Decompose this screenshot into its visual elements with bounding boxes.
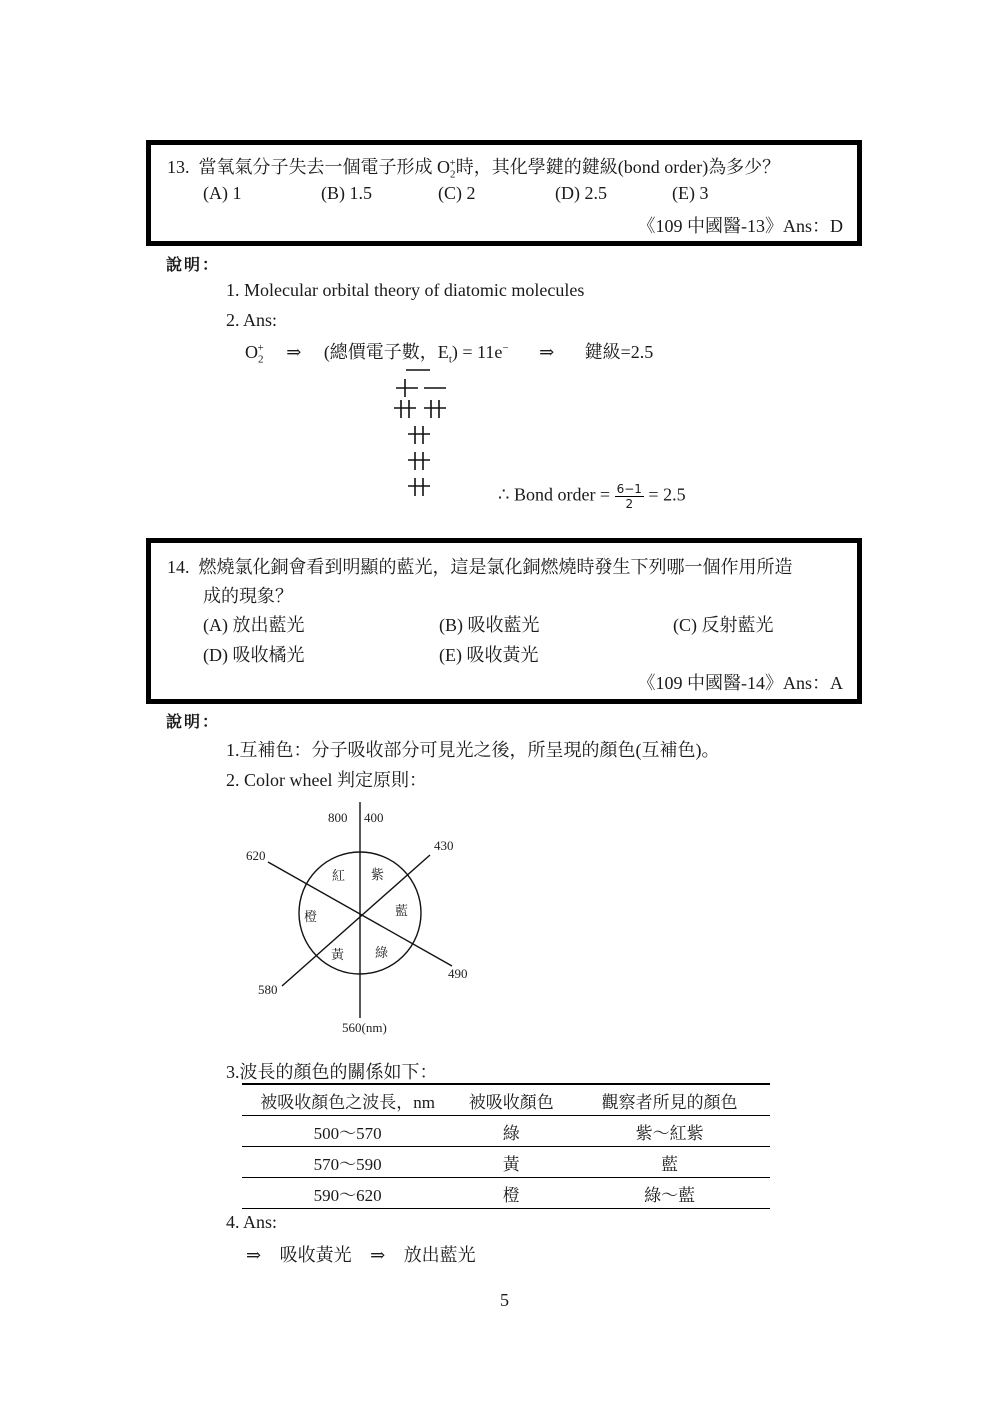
color-label: 藍 bbox=[395, 903, 409, 918]
color-label: 黃 bbox=[331, 947, 345, 962]
explanation-line: 4. Ans: bbox=[226, 1212, 278, 1232]
table-header: 觀察者所見的顏色 bbox=[601, 1092, 738, 1112]
color-label: 紫 bbox=[371, 867, 385, 882]
wavelength-label: 580 bbox=[258, 982, 278, 997]
mo-diagram bbox=[388, 362, 458, 502]
table-row bbox=[242, 1116, 770, 1147]
table-cell: 黃 bbox=[502, 1154, 520, 1174]
table-cell: 橙 bbox=[502, 1185, 520, 1205]
explanation-heading: 說明： bbox=[166, 714, 221, 731]
question-14-stem: 14. 燃燒氯化銅會看到明顯的藍光，這是氯化銅燃燒時發生下列哪一個作用所造 bbox=[167, 557, 793, 577]
option-d: (D) 2.5 bbox=[555, 183, 607, 203]
explanation-heading: 說明： bbox=[166, 257, 221, 274]
color-label: 綠 bbox=[375, 945, 389, 960]
bond-order-formula: ∴ Bond order = $\frac{6-1}{2}$ = 2.5 bbox=[498, 482, 686, 511]
table-cell: 藍 bbox=[661, 1154, 679, 1174]
table-cell: 綠～藍 bbox=[644, 1185, 696, 1205]
wavelength-label: 490 bbox=[448, 966, 468, 981]
color-label: 橙 bbox=[304, 909, 318, 924]
option-b: (B) 吸收藍光 bbox=[439, 615, 540, 635]
explanation-line: 2. Color wheel 判定原則： bbox=[226, 770, 427, 790]
option-c: (C) 2 bbox=[438, 183, 476, 203]
table-cell: 590～620 bbox=[313, 1185, 382, 1205]
table-cell: 570～590 bbox=[313, 1154, 382, 1174]
table-header: 被吸收顏色之波長，nm bbox=[260, 1092, 435, 1112]
option-a: (A) 放出藍光 bbox=[203, 615, 305, 635]
color-wheel bbox=[240, 800, 490, 1040]
option-d: (D) 吸收橘光 bbox=[203, 645, 305, 665]
color-label: 紅 bbox=[332, 868, 346, 883]
wavelength-label: 430 bbox=[434, 838, 454, 853]
explanation-line: 2. Ans: bbox=[226, 310, 278, 330]
answer-chain: ⇒ 吸收黃光 ⇒ 放出藍光 bbox=[246, 1245, 476, 1265]
explanation-line: 3.波長的顏色的關係如下： bbox=[226, 1062, 438, 1082]
wavelength-label: 560(nm) bbox=[342, 1020, 387, 1035]
wavelength-label: 620 bbox=[246, 848, 266, 863]
question-14-stem-cont: 成的現象？ bbox=[203, 586, 293, 606]
page-number: 5 bbox=[500, 1290, 509, 1310]
question-13-box bbox=[150, 144, 858, 242]
table-cell: 500～570 bbox=[313, 1123, 382, 1143]
option-a: (A) 1 bbox=[203, 183, 242, 203]
table-header-row bbox=[242, 1084, 770, 1116]
wavelength-label: 400 bbox=[364, 810, 384, 825]
option-b: (B) 1.5 bbox=[321, 183, 372, 203]
electron-count-formula: $O_2^+$ ⇒ (總價電子數，$E_t) = 11e^-$ ⇒ 鍵級=2.5 bbox=[245, 342, 654, 366]
wavelength-color-table bbox=[242, 1083, 770, 1209]
bond-order-fraction: $\frac{6-1}{2}$ bbox=[616, 482, 642, 511]
option-e: (E) 吸收黃光 bbox=[439, 645, 539, 665]
question-14-source: 《109 中國醫-14》Ans：A bbox=[637, 673, 843, 693]
question-14-box bbox=[150, 542, 858, 700]
question-13-source: 《109 中國醫-13》Ans：D bbox=[637, 216, 843, 236]
table-cell: 紫～紅紫 bbox=[635, 1123, 704, 1143]
wavelength-label: 800 bbox=[328, 810, 348, 825]
option-c: (C) 反射藍光 bbox=[673, 615, 774, 635]
question-13-stem: 13. 當氧氣分子失去一個電子形成 $O_2^+$時，其化學鍵的鍵級(bond order)為多少？ bbox=[167, 157, 781, 181]
explanation-line: 1. Molecular orbital theory of diatomic molecules bbox=[226, 280, 585, 300]
option-e: (E) 3 bbox=[672, 183, 709, 203]
table-cell: 綠 bbox=[502, 1123, 520, 1143]
table-row bbox=[242, 1147, 770, 1178]
table-row bbox=[242, 1178, 770, 1209]
table-header: 被吸收顏色 bbox=[468, 1092, 554, 1112]
explanation-line: 1.互補色：分子吸收部分可見光之後，所呈現的顏色(互補色)。 bbox=[226, 740, 720, 760]
